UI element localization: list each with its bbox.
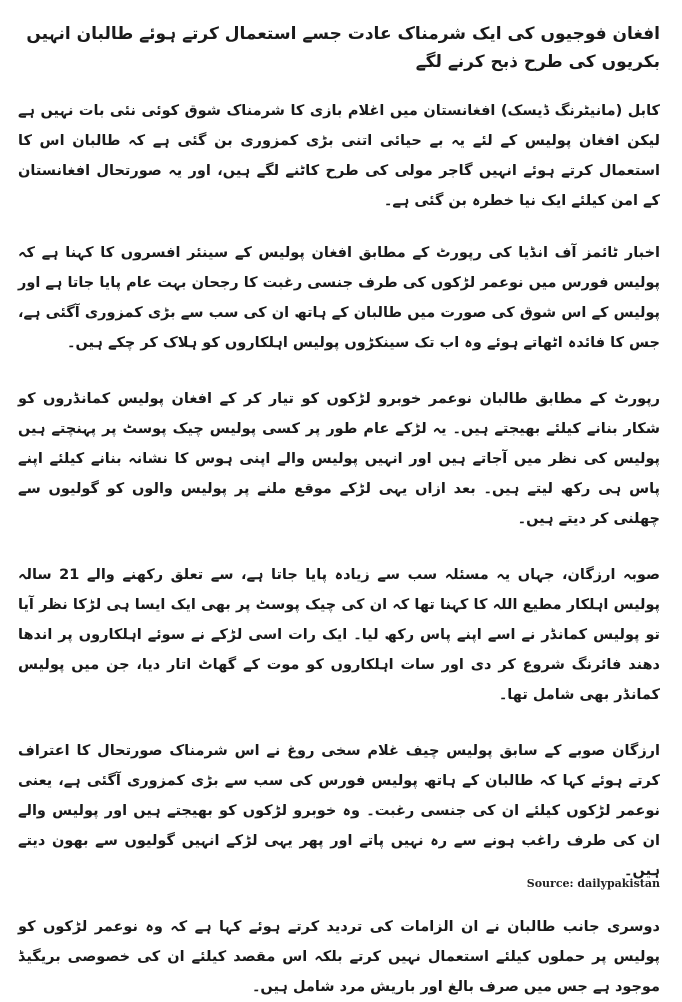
source-credit: Source: dailypakistan: [526, 877, 660, 890]
article-paragraph-1: کابل (مانیٹرنگ ڈیسک) افغانستان میں اغلام بازی کا شرمناک شوق کوئی نئی بات نہیں ہے لیکن افغان پولیس کے لئے یہ بے حیائی اتنی بڑی کمزوری بن گئی ہے کہ طالبان اس کا استعمال کرتے ہوئے انہیں گاجر مولی کی طرح کاٹنے لگے ہیں، اور یہ صورتحال افغانستان کے امن کیلئے ایک نیا خطرہ بن گئی ہے۔: [18, 103, 660, 209]
article-paragraph-6: دوسری جانب طالبان نے ان الزامات کی تردید کرتے ہوئے کہا ہے کہ وہ نوعمر لڑکوں کو پولیس پر حملوں کیلئے استعمال نہیں کرتے بلکہ اس مقصد کیلئے ان کی خصوصی بریگیڈ موجود ہے جس میں صرف بالغ اور باریش مرد شامل ہیں۔: [18, 919, 660, 995]
news-article: [18, 0, 660, 995]
article-paragraph-2: اخبار ٹائمز آف انڈیا کی رپورٹ کے مطابق افغان پولیس کے سینئر افسروں کا کہنا ہے کہ پولیس فورس میں نوعمر لڑکوں کی طرف جنسی رغبت کا رجحان بہت عام پایا جاتا ہے اور پولیس کے اس شوق کی صورت میں طالبان کے ہاتھ ان کی سب سے بڑی کمزوری آگئی ہے، جس کا فائدہ اٹھاتے ہوئے وہ اب تک سینکڑوں پولیس اہلکاروں کو ہلاک کر چکے ہیں۔: [18, 245, 660, 351]
article-paragraph-3: رپورٹ کے مطابق طالبان نوعمر خوبرو لڑکوں کو تیار کر کے افغان پولیس کمانڈروں کو شکار بنانے کیلئے بھیجتے ہیں۔ یہ لڑکے عام طور پر کسی پولیس چیک پوسٹ پر پہنچتے ہیں پولیس کی نظر میں آجاتے ہیں اور انہیں پولیس والے اپنی ہوس کا نشانہ بنانے کیلئے اپنے پاس ہی رکھ لیتے ہیں۔ بعد ازاں یہی لڑکے موقع ملنے پر پولیس والوں کو گولیوں سے چھلنی کر دیتے ہیں۔: [18, 391, 660, 527]
article-headline: افغان فوجیوں کی ایک شرمناک عادت جسے استعمال کرتے ہوئے طالبان انہیں بکریوں کی طرح ذبح کرنے لگے: [26, 24, 660, 72]
article-paragraph-4: صوبہ ارزگان، جہاں یہ مسئلہ سب سے زیادہ پایا جاتا ہے، سے تعلق رکھنے والے 21 سالہ پولیس اہلکار مطیع اللہ کا کہنا تھا کہ ان کی چیک پوسٹ پر بھی ایک ایسا ہی لڑکا نظر آیا تو پولیس کمانڈر نے اسے اپنے پاس رکھ لیا۔ ایک رات اسی لڑکے نے سوئے اہلکاروں پر اندھا دھند فائرنگ شروع کر دی اور سات اہلکاروں کو موت کے گھاٹ اتار دیا، جن میں پولیس کمانڈر بھی شامل تھا۔: [18, 567, 660, 703]
article-paragraph-5: ارزگان صوبے کے سابق پولیس چیف غلام سخی روغ نے اس شرمناک صورتحال کا اعتراف کرتے ہوئے کہا کہ طالبان کے ہاتھ پولیس فورس کی سب سے بڑی کمزوری آگئی ہے، یعنی نوعمر لڑکوں کیلئے ان کی جنسی رغبت۔ وہ خوبرو لڑکوں کو بھیجتے ہیں اور پولیس والے ان کی طرف راغب ہونے سے رہ نہیں پاتے اور پھر یہی لڑکے انہیں گولیوں سے بھون دیتے ہیں۔: [18, 743, 660, 879]
